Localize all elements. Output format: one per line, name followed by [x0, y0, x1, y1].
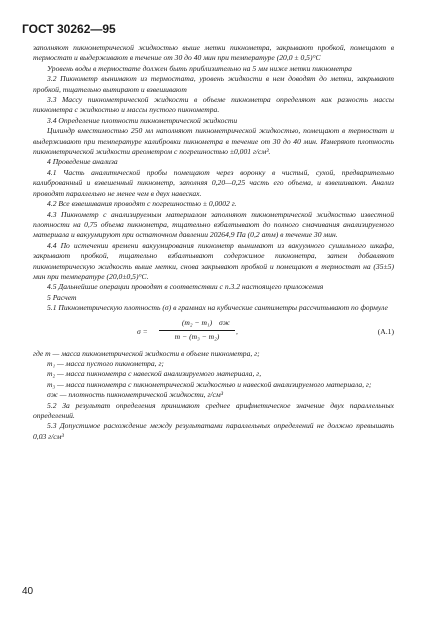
formula-reference: (А.1) — [377, 326, 394, 336]
paragraph-8: 4.1 Часть аналитической пробы помещают через воронку в чистый, сухой, предварительно калиброванный и взвешенный пикнометр, заполняя 0,20—0,25 часть его объема, и взвешивают. Анализ проводят параллельно не менее чем в двух навесках. — [33, 167, 394, 198]
page-number: 40 — [22, 586, 34, 597]
section-heading-4: 4 Проведение анализа — [47, 157, 118, 167]
paragraph-14: 5.1 Пикнометрическую плотность (σ) в граммах на кубические сантиметры рассчитывают по формуле — [47, 303, 388, 313]
formula-numerator-tail: σж — [219, 317, 230, 327]
paragraph-1: заполняют пикнометрической жидкостью выше метки пикнометра, закрывают пробкой, помещают в термостат и выдерживают в течение от 30 до 40 мин при температуре (20,0 ± 0,5)°С — [33, 43, 394, 63]
document-body — [33, 43, 394, 442]
formula-numerator: (m₂ − m₁) — [181, 317, 213, 327]
paragraph-5-2: 5.2 За результат определения принимают среднее арифметическое значение двух параллельных определений. — [33, 400, 394, 420]
definition-sigma: σж — плотность пикнометрической жидкости, г/см³ — [47, 390, 224, 400]
formula-comma: , — [236, 326, 238, 336]
definition-m2: m₂ — масса пикнометра с навеской анализируемого материала, г, — [47, 369, 262, 379]
paragraph-3: 3.2 Пикнометр вынимают из термостата, уровень жидкости в нем доводят до метки, закрывают пробкой, тщательно вытирают и взвешивают — [33, 74, 394, 94]
section-heading-5: 5 Расчет — [47, 292, 77, 302]
section-heading-3-4: 3.4 Определение плотности пикнометрической жидкости — [47, 115, 238, 125]
definition-m3: m₃ — масса пикнометра с пикнометрической жидкостью и навеской анализируемого материала, г; — [47, 379, 372, 389]
paragraph-10: 4.3 Пикнометр с анализируемым материалом заполняют пикнометрической жидкостью известной плотности на 0,75 объема пикнометра, тщательно взбалтывают до полного смачивания анализируемого материала и вакуумируют при остаточном давлении 20264,9 Па (0,2 атм) в течение 30 мин. — [33, 209, 394, 240]
fraction-bar — [159, 330, 235, 331]
paragraph-12: 4.5 Дальнейшие операции проводят в соответствии с п.3.2 настоящего приложения — [47, 282, 324, 292]
document-header: ГОСТ 30262—95 — [22, 22, 116, 36]
paragraph-5-3: 5.3 Допустимое расхождение между результатами параллельных определений не должно превышать 0,03 г/см³ — [33, 421, 394, 441]
paragraph-4: 3.3 Массу пикнометрической жидкости в объеме пикнометра определяют как разность массы пикнометра с жидкостью и массы пустого пикнометра. — [33, 95, 394, 115]
formula-lhs: σ = — [137, 326, 148, 336]
definition-m1: m₁ — масса пустого пикнометра, г; — [47, 358, 164, 368]
paragraph-9: 4.2 Все взвешивания проводят с погрешностью ± 0,0002 г. — [47, 199, 237, 209]
paragraph-11: 4.4 По истечении времени вакуумирования пикнометр вынимают из вакуумного сушильного шкафа, закрывают пробкой, тщательно взбалтывают содержимое пикнометра, затем добавляют пикнометрическую жидкость выше метки, снова закрывают пробкой и помещают в термостат на (35±5) мин при температуре (20,0±0,5)°С. — [33, 240, 394, 281]
paragraph-6: Цилиндр вместимостью 250 мл наполняют пикнометрической жидкостью, помещают в термостат и выдерживают при температуре калибровки пикнометра в течение от 30 до 40 мин. Измеряют плотность пикнометрической жидкости ареометром с погрешностью ±0,001 г/см³. — [33, 126, 394, 157]
paragraph-2: Уровень воды в термостате должен быть приблизительно на 5 мм ниже метки пикнометра — [47, 63, 352, 73]
density-formula — [33, 316, 394, 346]
formula-denominator: m − (m₃ − m₂) — [174, 331, 220, 341]
definition-m: где m — масса пикнометрической жидкости в объеме пикнометра, г; — [33, 348, 260, 358]
